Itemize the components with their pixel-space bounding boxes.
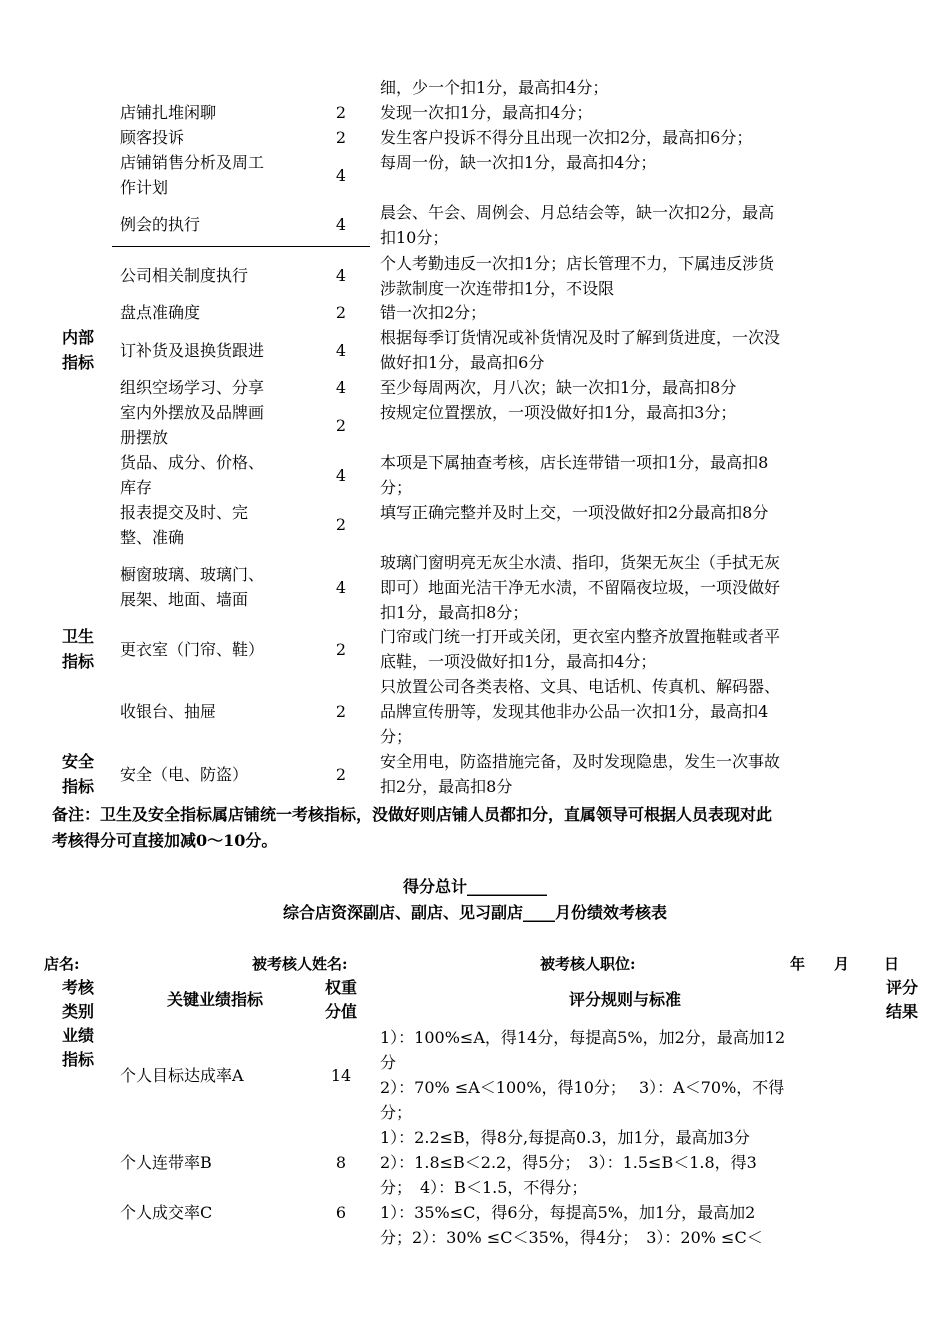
indicator-name: 例会的执行 [120, 215, 201, 234]
year-label: 年 [790, 955, 806, 973]
indicator-name: 橱窗玻璃、玻璃门、 展架、地面、墙面 [120, 565, 265, 609]
indicator-name: 盘点准确度 [120, 303, 201, 322]
column-result: 评分 结果 [885, 978, 918, 1021]
weight-value: 4 [335, 341, 347, 360]
rule-text: 1）：35%≤C，得6分，每提高5%，加1分，最高加2 分；2）：30% ≤C＜35%，得4分； 3）：20% ≤C＜ [380, 1203, 763, 1247]
rule-text: 填写正确完整并及时上交，一项没做好扣2分最高扣8分 [380, 503, 769, 522]
indicator-name: 店铺扎堆闲聊 [120, 103, 217, 122]
weight-value: 6 [335, 1203, 347, 1222]
column-indicator: 关键业绩指标 [166, 990, 263, 1009]
weight-value: 2 [335, 416, 347, 435]
rule-text: 玻璃门窗明亮无灰尘水渍、指印，货架无灰尘（手拭无灰 即可）地面光洁干净无水渍，不留隔夜垃圾，一项没做好 扣1分，最高扣8分； [380, 553, 781, 622]
column-rule: 评分规则与标准 [568, 990, 681, 1009]
rule-text: 本项是下属抽查考核，店长连带错一项扣1分，最高扣8 分； [380, 453, 769, 497]
weight-value: 2 [335, 702, 347, 721]
rule-text: 每周一份，缺一次扣1分，最高扣4分； [380, 153, 657, 172]
form-title: 综合店资深副店、副店、见习副店____月份绩效考核表 [282, 903, 667, 922]
indicator-name: 收银台、抽屉 [120, 702, 217, 721]
indicator-name: 顾客投诉 [120, 128, 185, 147]
weight-value: 8 [335, 1153, 347, 1172]
indicator-name: 个人目标达成率A [120, 1066, 244, 1085]
weight-value: 14 [330, 1066, 352, 1085]
indicator-name: 店铺销售分析及周工 作计划 [120, 153, 265, 197]
weight-value: 4 [335, 215, 347, 234]
indicator-name: 室内外摆放及品牌画 册摆放 [120, 403, 265, 447]
weight-value: 2 [335, 765, 347, 784]
weight-value: 4 [335, 378, 347, 397]
weight-value: 4 [335, 266, 347, 285]
indicator-name: 报表提交及时、完 整、准确 [120, 503, 249, 547]
rule-text: 发现一次扣1分，最高扣4分； [380, 103, 593, 122]
assessee-name-label: 被考核人姓名: [252, 955, 348, 973]
weight-value: 2 [335, 103, 347, 122]
weight-value: 2 [335, 515, 347, 534]
rule-text: 细，少一个扣1分，最高扣4分； [380, 78, 609, 97]
indicator-name: 货品、成分、价格、 库存 [120, 453, 265, 497]
rule-text: 1）：100%≤A，得14分，每提高5%，加2分，最高加12 分 2）：70% ≤A＜100%，得10分； 3）：A＜70%，不得 分； [380, 1028, 786, 1122]
category-internal: 内部 指标 [61, 328, 94, 372]
day-label: 日 [884, 955, 900, 973]
section-divider [112, 246, 370, 247]
column-category: 考核 类别 [61, 978, 94, 1021]
category-performance: 业绩 指标 [61, 1026, 94, 1069]
score-total: 得分总计__________ [402, 877, 547, 896]
rule-text: 门帘或门统一打开或关闭，更衣室内整齐放置拖鞋或者平 底鞋，一项没做好扣1分，最高扣4分； [380, 627, 781, 671]
weight-value: 4 [335, 166, 347, 185]
rule-text: 安全用电，防盗措施完备，及时发现隐患，发生一次事故 扣2分，最高扣8分 [380, 752, 781, 796]
remarks-note: 备注：卫生及安全指标属店铺统一考核指标，没做好则店铺人员都扣分，直属领导可根据人员表现对此 考核得分可直接加减0～10分。 [52, 805, 773, 850]
rule-text: 按规定位置摆放，一项没做好扣1分，最高扣3分； [380, 403, 737, 422]
rule-text: 根据每季订货情况或补货情况及时了解到货进度，一次没 做好扣1分，最高扣6分 [380, 328, 781, 372]
indicator-name: 组织空场学习、分享 [120, 378, 265, 397]
weight-value: 2 [335, 303, 347, 322]
weight-value: 2 [335, 640, 347, 659]
weight-value: 2 [335, 128, 347, 147]
month-label: 月 [834, 955, 850, 973]
weight-value: 4 [335, 466, 347, 485]
rule-text: 只放置公司各类表格、文具、电话机、传真机、解码器、 品牌宣传册等，发现其他非办公品一次扣1分，最高扣4 分； [380, 677, 781, 746]
indicator-name: 更衣室（门帘、鞋） [120, 640, 265, 659]
rule-text: 1）：2.2≤B，得8分,每提高0.3，加1分，最高加3分 2）：1.8≤B＜2.2，得5分； 3）：1.5≤B＜1.8，得3 分； 4）：B＜1.5，不得分； [380, 1128, 757, 1197]
rule-text: 至少每周两次，月八次；缺一次扣1分，最高扣8分 [380, 378, 737, 397]
indicator-name: 订补货及退换货跟进 [120, 341, 265, 360]
store-label: 店名: [44, 955, 80, 973]
indicator-name: 安全（电、防盗） [120, 765, 249, 784]
category-safety: 安全 指标 [61, 752, 94, 796]
indicator-name: 个人成交率C [120, 1203, 213, 1222]
indicator-name: 公司相关制度执行 [120, 266, 249, 285]
indicator-name: 个人连带率B [120, 1153, 212, 1172]
category-hygiene: 卫生 指标 [61, 627, 94, 671]
weight-value: 4 [335, 578, 347, 597]
rule-text: 晨会、午会、周例会、月总结会等，缺一次扣2分，最高 扣10分； [380, 203, 775, 247]
column-weight: 权重 分值 [324, 978, 357, 1021]
assessee-position-label: 被考核人职位: [540, 955, 636, 973]
rule-text: 错一次扣2分； [380, 303, 487, 322]
rule-text: 发生客户投诉不得分且出现一次扣2分，最高扣6分； [380, 128, 753, 147]
rule-text: 个人考勤违反一次扣1分；店长管理不力，下属违反涉货 涉款制度一次连带扣1分，不设限 [380, 254, 775, 298]
